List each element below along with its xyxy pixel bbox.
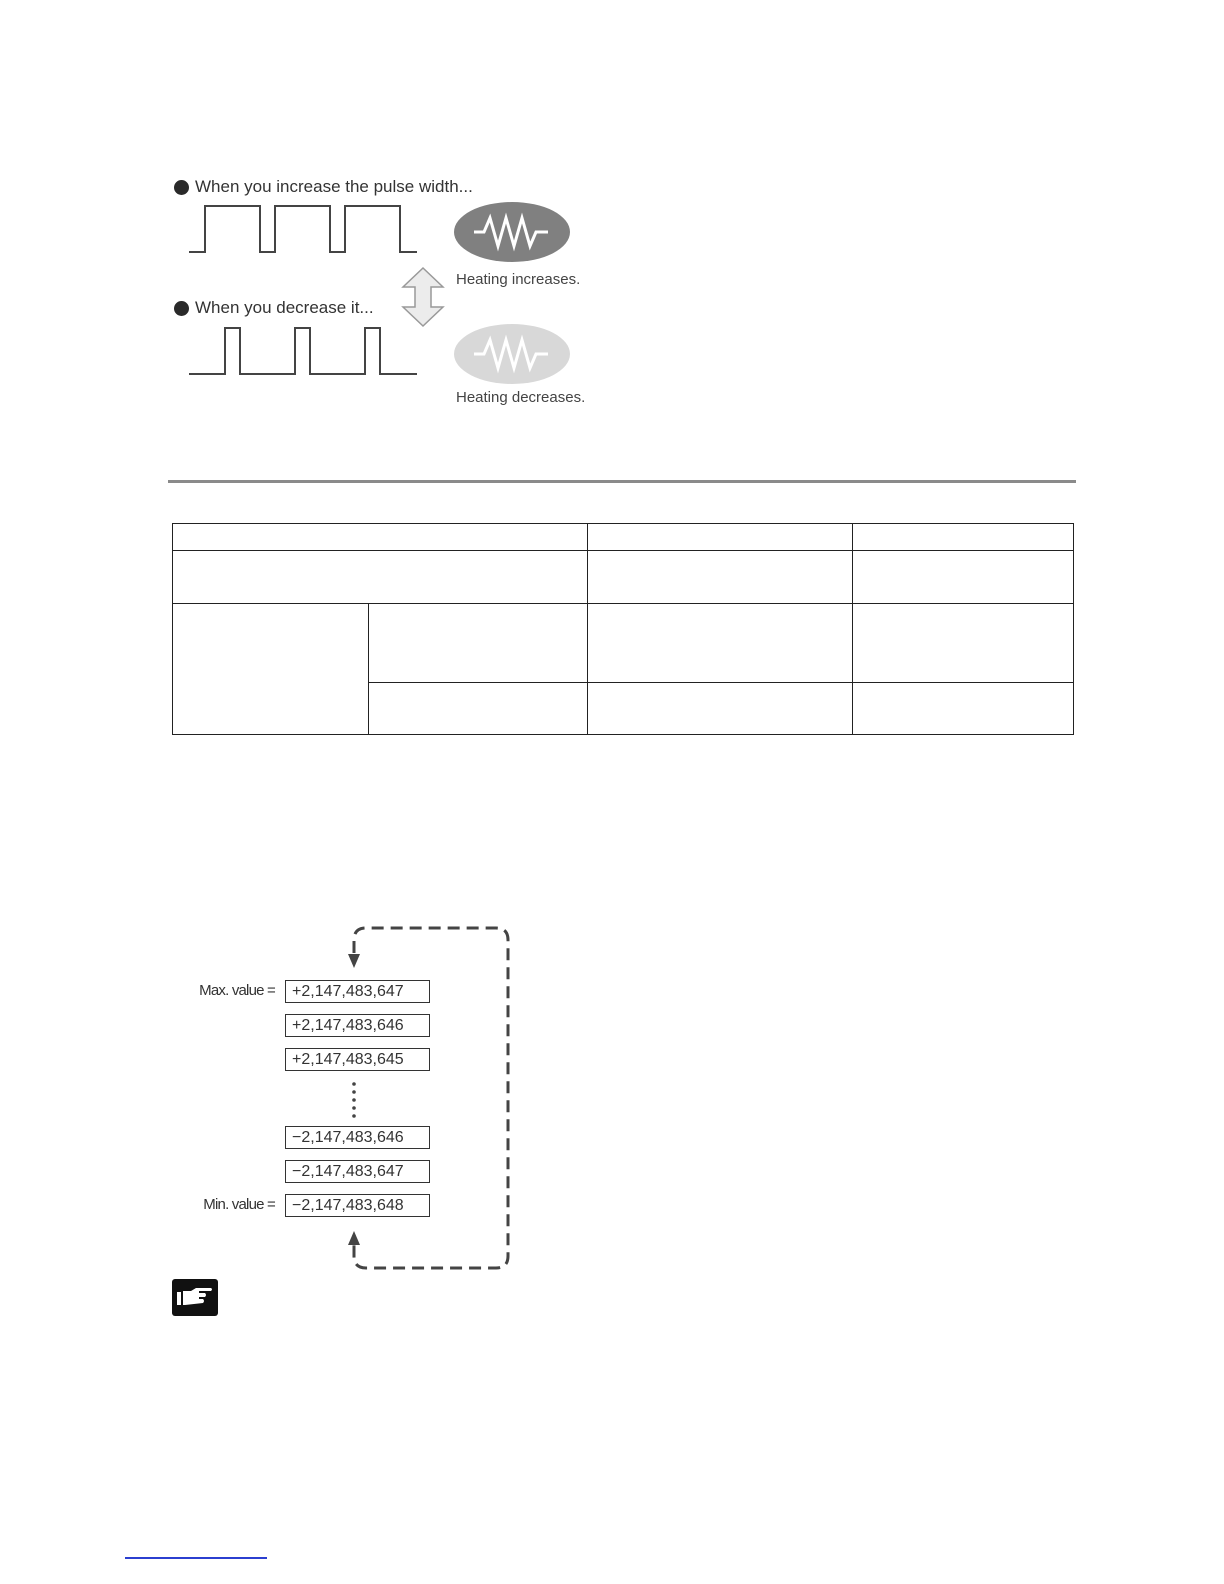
table-cell — [853, 683, 1074, 735]
table-cell — [368, 683, 587, 735]
footer-link-underline[interactable] — [125, 1557, 267, 1559]
counter-value-box: +2,147,483,646 — [285, 1014, 430, 1037]
wide-pulse-waveform — [185, 200, 425, 260]
table-row — [173, 551, 1074, 604]
counter-value-box: +2,147,483,647 — [285, 980, 430, 1003]
pointing-hand-icon — [172, 1279, 218, 1316]
bullet-icon — [174, 180, 189, 195]
table-cell — [587, 524, 853, 551]
table-cell — [368, 604, 587, 683]
table-cell — [853, 604, 1074, 683]
table-cell — [853, 524, 1074, 551]
table-cell — [173, 551, 588, 604]
table-cell — [587, 551, 853, 604]
table-row — [173, 524, 1074, 551]
min-value-label: Min. value = — [203, 1196, 275, 1213]
heater-high-icon — [452, 200, 574, 266]
narrow-pulse-waveform — [185, 322, 425, 382]
counter-value-box: +2,147,483,645 — [285, 1048, 430, 1071]
table-cell — [853, 551, 1074, 604]
table-cell — [587, 683, 853, 735]
decrease-caption — [174, 298, 374, 318]
wraparound-dashed-loop — [340, 920, 520, 1280]
spec-table — [172, 523, 1074, 735]
increase-caption — [174, 177, 473, 197]
heating-increases-label: Heating increases. — [456, 271, 581, 288]
bullet-icon — [174, 301, 189, 316]
ellipsis-dots — [349, 1080, 359, 1120]
table-cell — [587, 604, 853, 683]
heating-decreases-label: Heating decreases. — [456, 389, 586, 406]
section-divider — [168, 480, 1076, 483]
table-cell — [173, 524, 588, 551]
increase-caption-text: When you increase the pulse width... — [195, 177, 473, 196]
decrease-caption-text: When you decrease it... — [195, 298, 374, 317]
counter-value-box: −2,147,483,646 — [285, 1126, 430, 1149]
heater-low-icon — [452, 322, 574, 388]
double-arrow-icon — [398, 265, 448, 329]
max-value-label: Max. value = — [199, 982, 275, 999]
table-cell — [173, 604, 369, 735]
table-row — [173, 604, 1074, 683]
counter-value-box: −2,147,483,647 — [285, 1160, 430, 1183]
counter-value-box: −2,147,483,648 — [285, 1194, 430, 1217]
